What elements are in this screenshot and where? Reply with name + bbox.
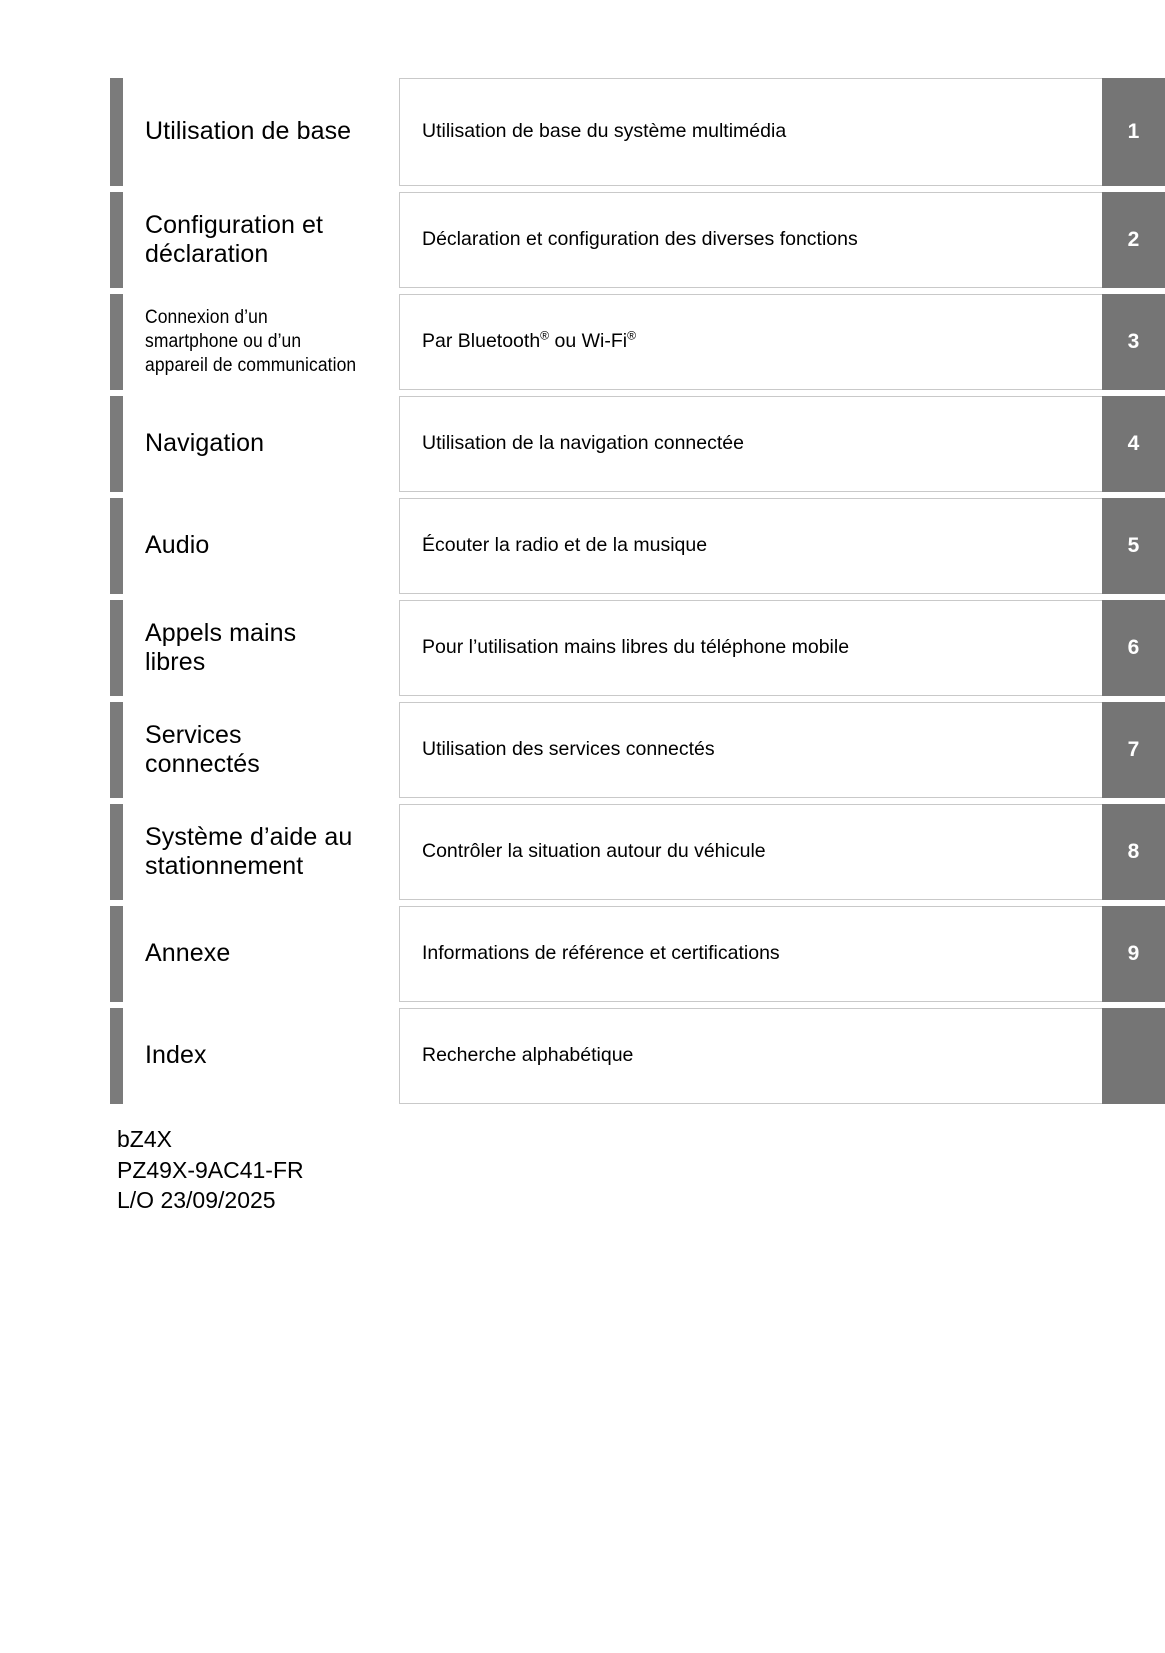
- toc-category-label: Audio: [145, 531, 210, 560]
- toc-row[interactable]: [110, 192, 1165, 288]
- chapter-tab-number: 9: [1127, 942, 1140, 965]
- toc-description-cell: [399, 396, 1102, 492]
- toc-row[interactable]: [110, 702, 1165, 798]
- toc-category-label: Annexe: [145, 939, 231, 968]
- toc-description-label: Par Bluetooth® ou Wi-Fi®: [422, 328, 636, 353]
- toc-row[interactable]: [110, 294, 1165, 390]
- toc-category-label: Utilisation de base: [145, 117, 352, 146]
- toc-category-label: Appels mains libres: [145, 618, 297, 676]
- toc-description-cell: [399, 600, 1102, 696]
- chapter-accent-bar: [110, 192, 123, 288]
- toc-category-cell: [123, 498, 399, 594]
- toc-description-cell: [399, 1008, 1102, 1104]
- chapter-accent-bar: [110, 1008, 123, 1104]
- toc-description-cell: [399, 804, 1102, 900]
- toc-description-label: Recherche alphabétique: [422, 1044, 634, 1067]
- chapter-tab[interactable]: [1102, 600, 1165, 696]
- chapter-tab-number: 7: [1127, 738, 1140, 761]
- toc-row[interactable]: [110, 498, 1165, 594]
- toc-row[interactable]: [110, 906, 1165, 1002]
- chapter-tab[interactable]: [1102, 192, 1165, 288]
- toc-description-cell: [399, 906, 1102, 1002]
- chapter-tab-number: 1: [1127, 120, 1140, 143]
- registered-trademark-mark: ®: [540, 328, 550, 343]
- chapter-accent-bar: [110, 600, 123, 696]
- toc-category-cell: [123, 78, 399, 186]
- chapter-accent-bar: [110, 294, 123, 390]
- chapter-tab[interactable]: [1102, 906, 1165, 1002]
- registered-trademark-mark: ®: [627, 328, 636, 343]
- toc-description-label: Déclaration et configuration des diverses fonctions: [422, 228, 858, 251]
- chapter-accent-bar: [110, 804, 123, 900]
- chapter-tab-number: 4: [1127, 432, 1140, 455]
- toc-category-cell: [123, 804, 399, 900]
- toc-description-label: Utilisation de la navigation connectée: [422, 432, 744, 455]
- chapter-tab-number: 8: [1127, 840, 1140, 863]
- toc-category-cell: [123, 294, 399, 390]
- chapter-tab[interactable]: [1102, 396, 1165, 492]
- toc-row[interactable]: [110, 804, 1165, 900]
- toc-category-label: Configuration et déclaration: [145, 210, 324, 268]
- table-of-contents: [110, 78, 1165, 1110]
- chapter-tab-number: 3: [1127, 330, 1140, 353]
- toc-category-cell: [123, 396, 399, 492]
- toc-category-cell: [123, 600, 399, 696]
- toc-description-cell: [399, 702, 1102, 798]
- toc-description-label: Utilisation des services connectés: [422, 738, 715, 761]
- toc-description-cell: [399, 192, 1102, 288]
- toc-category-label: Navigation: [145, 429, 265, 458]
- toc-description-label: Contrôler la situation autour du véhicule: [422, 840, 766, 863]
- toc-description-label: Informations de référence et certifications: [422, 942, 780, 965]
- footer-layout-date: L/O 23/09/2025: [117, 1187, 276, 1214]
- chapter-accent-bar: [110, 78, 123, 186]
- chapter-tab[interactable]: [1102, 702, 1165, 798]
- toc-category-cell: [123, 702, 399, 798]
- chapter-tab[interactable]: [1102, 1008, 1165, 1104]
- toc-row[interactable]: [110, 78, 1165, 186]
- toc-row[interactable]: [110, 1008, 1165, 1104]
- toc-category-cell: [123, 1008, 399, 1104]
- chapter-tab-number: 6: [1127, 636, 1140, 659]
- chapter-accent-bar: [110, 702, 123, 798]
- toc-category-label: Système d’aide au stationnement: [145, 822, 353, 880]
- chapter-tab[interactable]: [1102, 78, 1165, 186]
- toc-description-cell: [399, 498, 1102, 594]
- toc-description-cell: [399, 78, 1102, 186]
- chapter-accent-bar: [110, 396, 123, 492]
- chapter-tab-number: 5: [1127, 534, 1140, 557]
- toc-row[interactable]: [110, 396, 1165, 492]
- toc-category-cell: [123, 192, 399, 288]
- chapter-tab-number: 2: [1127, 228, 1140, 251]
- toc-description-label: Utilisation de base du système multimédia: [422, 120, 787, 143]
- toc-description-label: Pour l’utilisation mains libres du téléphone mobile: [422, 636, 850, 659]
- toc-category-label: Connexion d’un smartphone ou d’un appareil de communication: [145, 306, 357, 377]
- document-footer: [117, 1124, 304, 1216]
- footer-part-number: PZ49X-9AC41-FR: [117, 1156, 304, 1183]
- toc-category-label: Services connectés: [145, 720, 260, 778]
- chapter-tab[interactable]: [1102, 498, 1165, 594]
- chapter-accent-bar: [110, 906, 123, 1002]
- toc-category-cell: [123, 906, 399, 1002]
- toc-description-cell: [399, 294, 1102, 390]
- toc-row[interactable]: [110, 600, 1165, 696]
- chapter-tab[interactable]: [1102, 294, 1165, 390]
- toc-category-label: Index: [145, 1041, 207, 1070]
- chapter-tab[interactable]: [1102, 804, 1165, 900]
- chapter-accent-bar: [110, 498, 123, 594]
- footer-model: bZ4X: [117, 1126, 172, 1152]
- toc-description-label: Écouter la radio et de la musique: [422, 534, 708, 557]
